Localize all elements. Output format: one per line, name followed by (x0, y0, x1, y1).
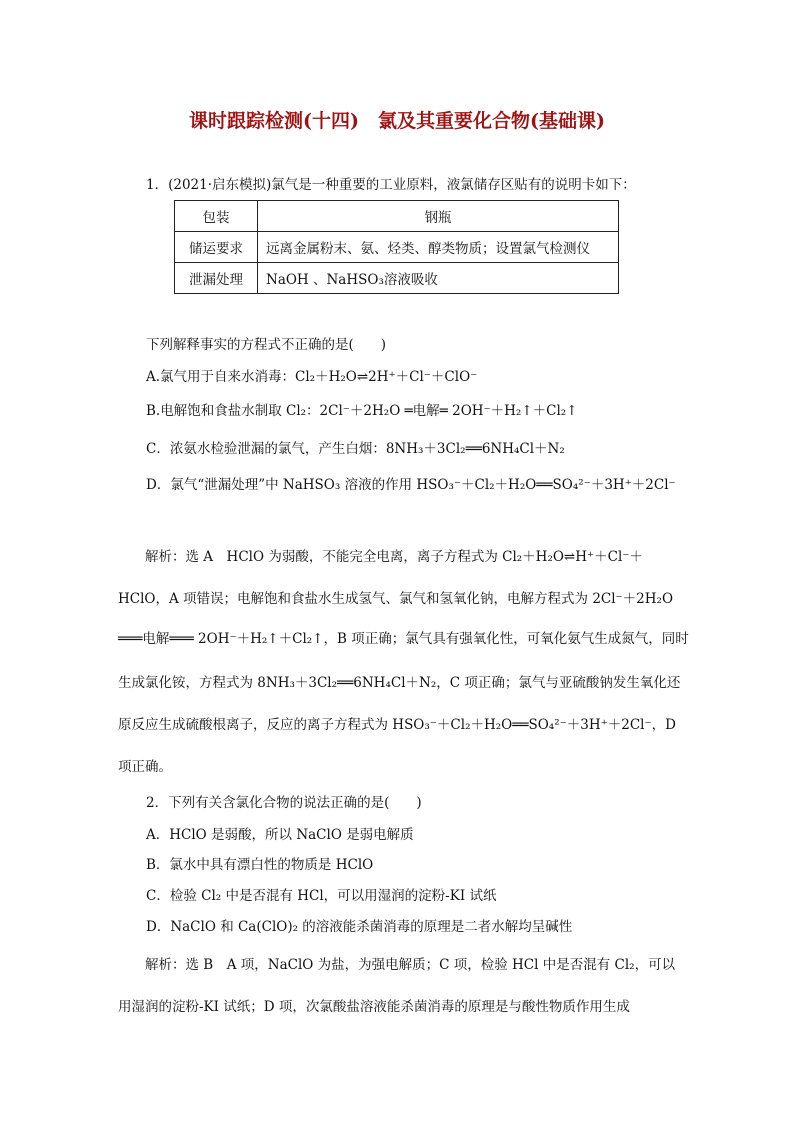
table-value-cell: NaOH 、NaHSO₃溶液吸收 (258, 263, 619, 294)
q2-option-a: A．HClO 是弱酸，所以 NaClO 是弱电解质 (146, 827, 414, 843)
q1-explanation-line: 解析：选 A HClO 为弱酸，不能完全电离，离子方程式为 Cl₂＋H₂O⇌H⁺＋Cl⁻＋ (118, 549, 643, 565)
table-label-cell: 泄漏处理 (175, 263, 258, 294)
table-value-cell: 钢瓶 (258, 201, 619, 232)
q2-option-c: C．检验 Cl₂ 中是否混有 HCl，可以用湿润的淀粉-KI 试纸 (146, 888, 497, 904)
table-label-cell: 储运要求 (175, 232, 258, 263)
table-label-cell: 包装 (175, 201, 258, 232)
question-2-stem: 2．下列有关含氯化合物的说法正确的是( ) (146, 795, 422, 811)
q1-option-b: B.电解饱和食盐水制取 Cl₂：2Cl⁻＋2H₂O ═电解═ 2OH⁻＋H₂↑＋Cl₂↑ (146, 403, 578, 419)
page-title: 课时跟踪检测(十四) 氯及其重要化合物(基础课) (189, 110, 605, 132)
q1-explanation-line: 生成氯化铵，方程式为 8NH₃＋3Cl₂══6NH₄Cl＋N₂，C 项正确；氯气与亚硫酸钠发生氧化还 (118, 675, 681, 691)
table-value-cell: 远离金属粉末、氨、烃类、醇类物质；设置氯气检测仪 (258, 232, 619, 263)
table-row (175, 201, 619, 232)
table-row (175, 263, 619, 294)
q1-explanation-line: ═══电解═══ 2OH⁻＋H₂↑＋Cl₂↑，B 项正确；氯气具有强氧化性，可氧化氨气生成氮气，同时 (118, 631, 689, 647)
q1-explanation-line: 项正确。 (118, 759, 172, 775)
chlorine-info-table (174, 200, 619, 294)
q1-option-c: C．浓氨水检验泄漏的氯气，产生白烟：8NH₃＋3Cl₂══6NH₄Cl＋N₂ (146, 441, 565, 457)
q1-explanation-line: 原反应生成硫酸根离子，反应的离子方程式为 HSO₃⁻＋Cl₂＋H₂O══SO₄²⁻＋3H⁺＋2Cl⁻，D (118, 717, 676, 733)
question-1-prompt: 下列解释事实的方程式不正确的是( ) (146, 337, 387, 353)
question-1-stem: 1．(2021·启东模拟)氯气是一种重要的工业原料，液氯储存区贴有的说明卡如下： (146, 177, 636, 193)
q1-explanation-line: HClO，A 项错误；电解饱和食盐水生成氢气、氯气和氢氧化钠，电解方程式为 2Cl⁻＋2H₂O (118, 591, 674, 607)
table-row (175, 232, 619, 263)
q2-explanation-line: 用湿润的淀粉-KI 试纸；D 项，次氯酸盐溶液能杀菌消毒的原理是与酸性物质作用生成 (118, 999, 630, 1015)
q1-option-d: D．氯气“泄漏处理”中 NaHSO₃ 溶液的作用 HSO₃⁻＋Cl₂＋H₂O══SO₄²⁻＋3H⁺＋2Cl⁻ (146, 477, 676, 493)
q2-option-b: B．氯水中具有漂白性的物质是 HClO (146, 857, 374, 873)
q2-option-d: D．NaClO 和 Ca(ClO)₂ 的溶液能杀菌消毒的原理是二者水解均呈碱性 (146, 919, 573, 935)
q2-explanation-line: 解析：选 B A 项，NaClO 为盐，为强电解质；C 项，检验 HCl 中是否混有 Cl₂，可以 (118, 957, 676, 973)
q1-option-a: A.氯气用于自来水消毒：Cl₂＋H₂O⇌2H⁺＋Cl⁻＋ClO⁻ (146, 369, 478, 385)
